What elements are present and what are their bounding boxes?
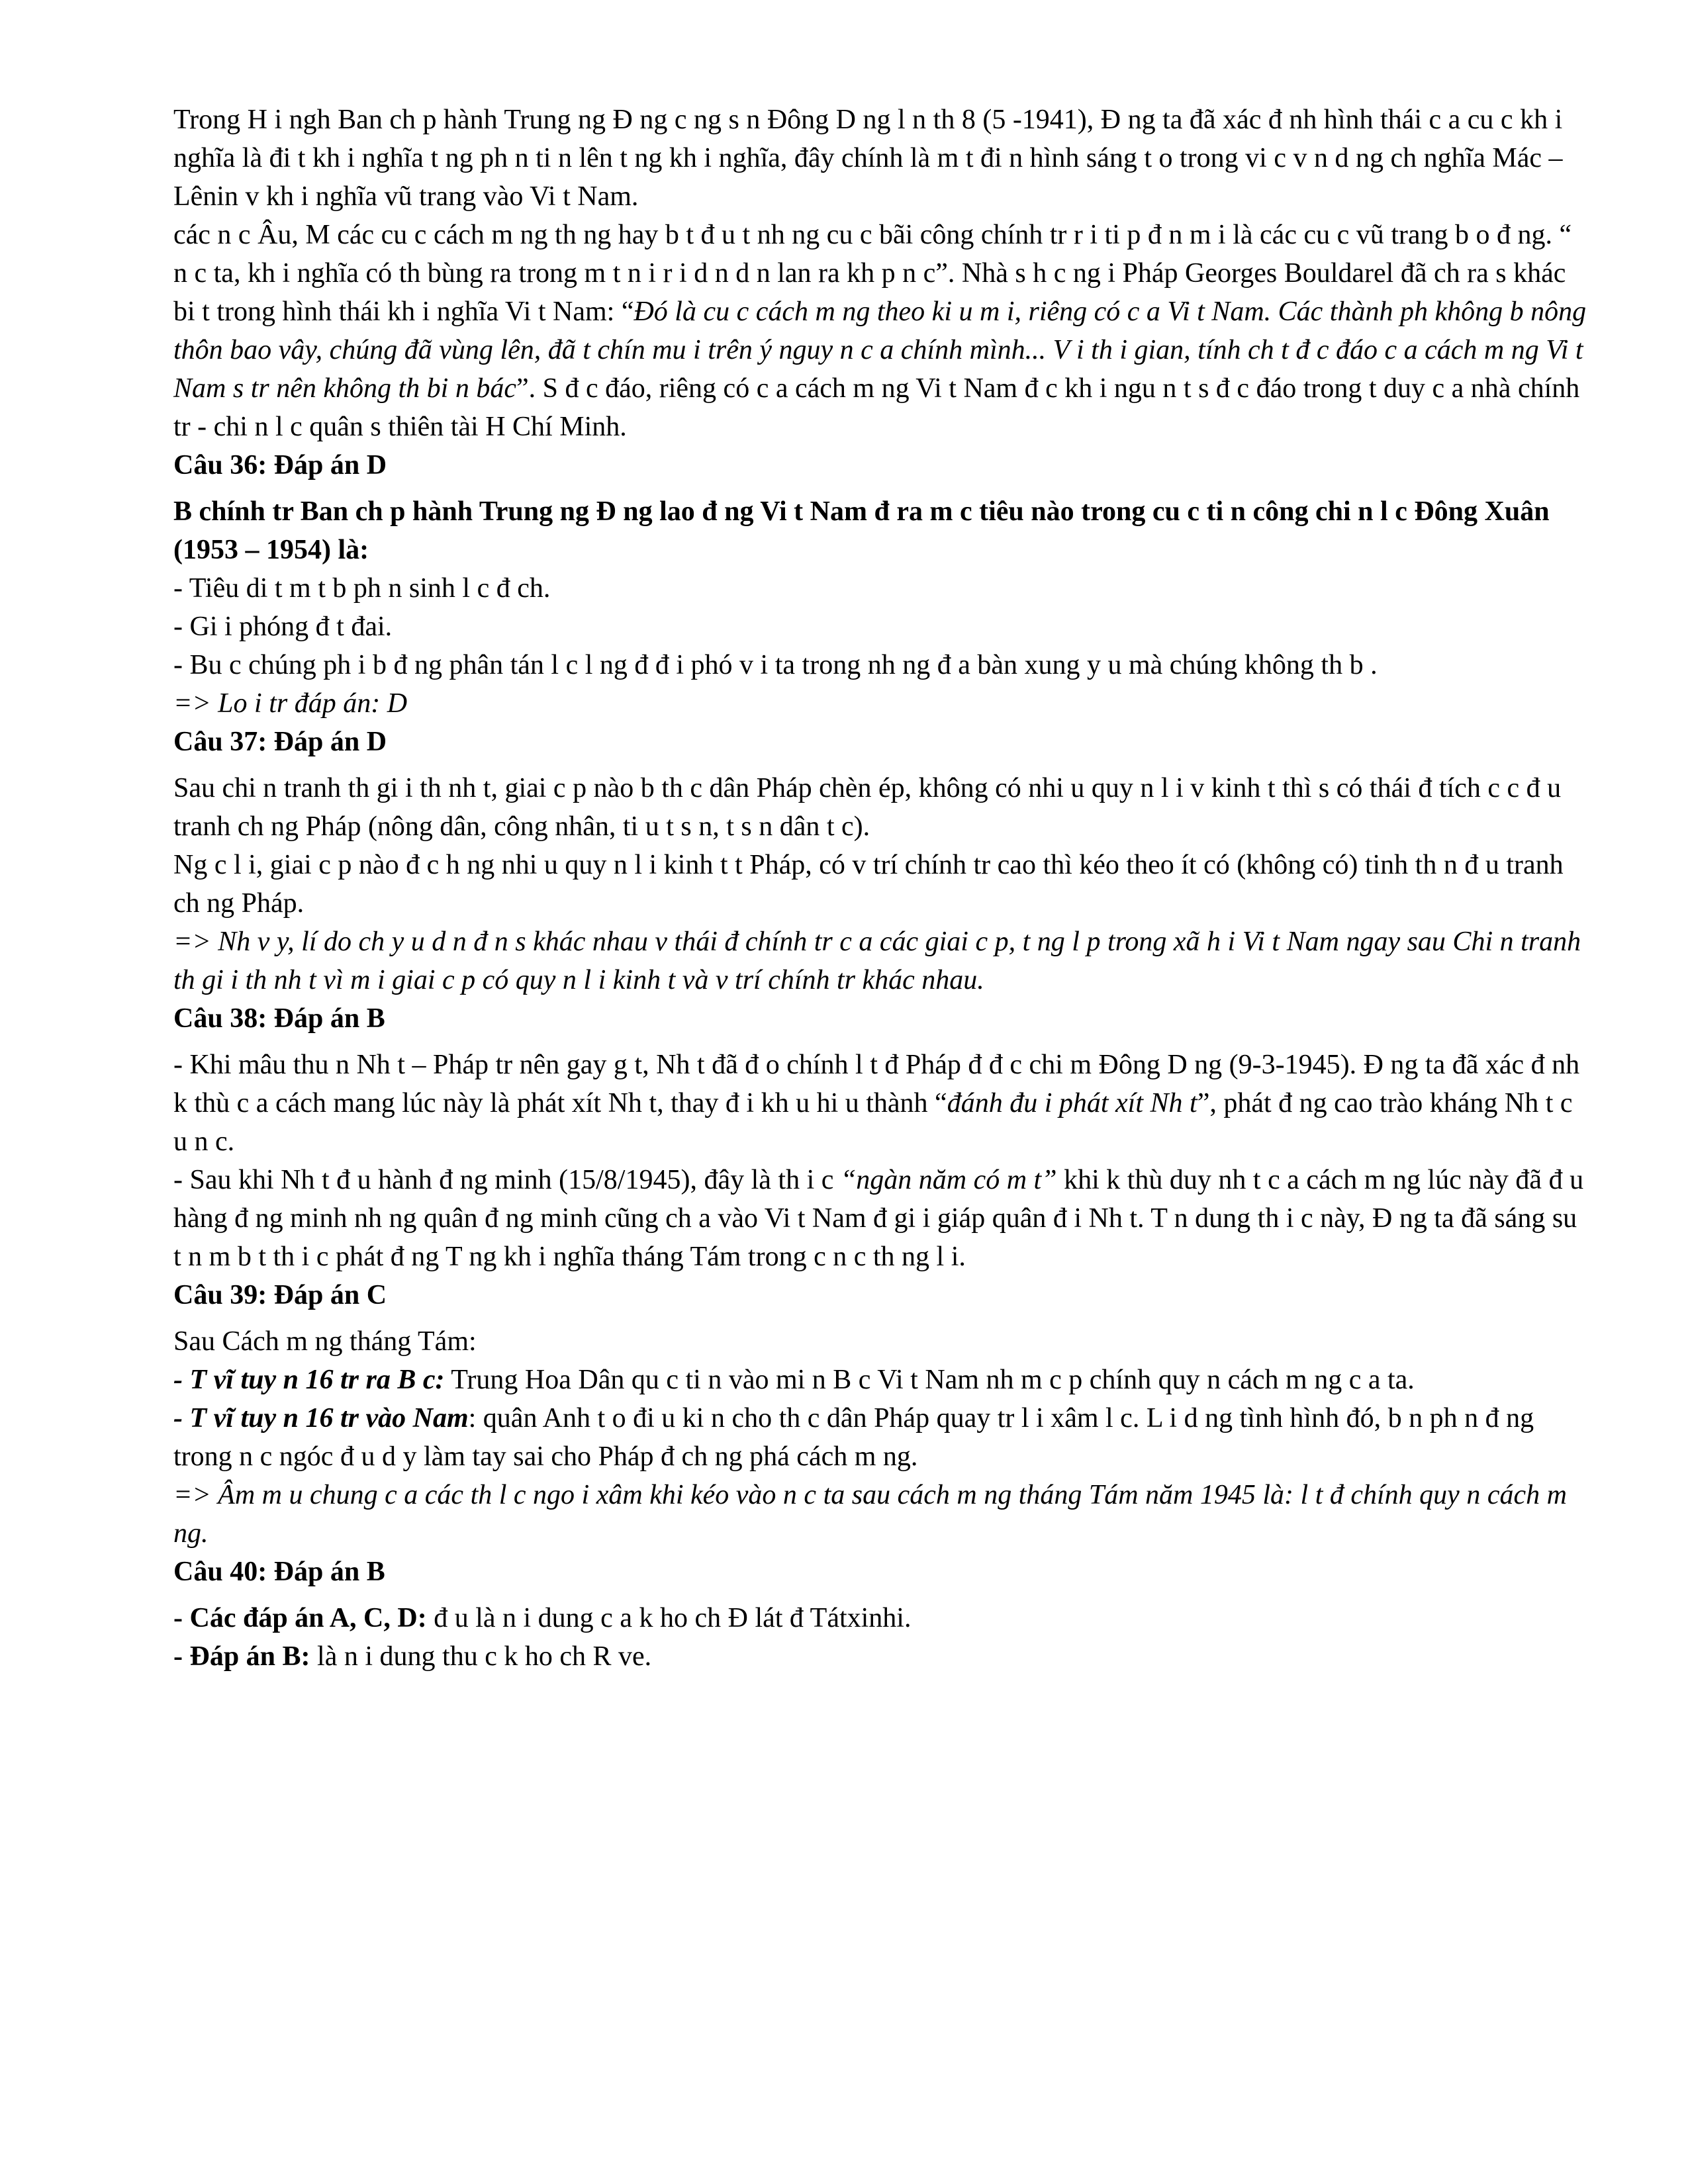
q38-paragraph-2 <box>173 1161 1590 1276</box>
q38-slogan: đánh đu i phát xít Nh t <box>947 1088 1197 1118</box>
q39-item-1-text: Trung Hoa Dân qu c ti n vào mi n B c Vi t Nam nh m c p chính quy n cách m ng c a ta. <box>444 1365 1415 1395</box>
q37-paragraph-2: Ng c l i, giai c p nào đ c h ng nhi u quy n l i kinh t t Pháp, có v trí chính tr cao thì kéo theo ít có (không có) tinh th n đ u tranh ch ng Pháp. <box>173 850 1564 919</box>
q39-item-1-label: - T vĩ tuy n 16 tr ra B c: <box>173 1365 445 1395</box>
intro-paragraph-1: Trong H i ngh Ban ch p hành Trung ng Đ ng c ng s n Đông D ng l n th 8 (5 -1941), Đ ng ta đã xác đ nh hình thái c a cu c kh i nghĩa là đi t kh i nghĩa t ng ph n ti n lên t ng kh i nghĩa, đây chính là m t đi n hình sáng t o trong vi c v n d ng ch nghĩa Mác – Lênin v kh i nghĩa vũ trang vào Vi t Nam. <box>173 105 1563 212</box>
q39-intro: Sau Cách m ng tháng Tám: <box>173 1326 477 1357</box>
q40-heading: Câu 40: Đáp án B <box>173 1557 385 1587</box>
q39-conclusion: => Âm m u chung c a các th l c ngo i xâm khi kéo vào n c ta sau cách m ng tháng Tám năm 1945 là: l t đ chính quy n cách m ng. <box>173 1480 1567 1549</box>
q39-section <box>173 1322 1590 1591</box>
q36-question: B chính tr Ban ch p hành Trung ng Đ ng lao đ ng Vi t Nam đ ra m c tiêu nào trong cu c ti n công chi n l c Đông Xuân (1953 – 1954) là: <box>173 496 1550 565</box>
q40-item-2-label: - Đáp án B: <box>173 1641 310 1672</box>
q38-section <box>173 1046 1590 1314</box>
q36-item-3: - Bu c chúng ph i b đ ng phân tán l c l ng đ đ i phó v i ta trong nh ng đ a bàn xung y u mà chúng không th b . <box>173 650 1378 680</box>
q40-item-2-text: là n i dung thu c k ho ch R ve. <box>310 1641 652 1672</box>
q40-item-2 <box>173 1637 1590 1676</box>
intro-section <box>173 101 1590 484</box>
intro-paragraph-2-text-a: các n c Âu, M các cu c cách m ng th ng hay b t đ u t nh ng cu c bãi công chính tr r i ti p đ n m i là các cu c vũ trang b o đ ng. “ n c ta, kh i nghĩa có th bùng ra trong m t n i r i d n d n lan ra kh p n c”. Nhà s h c ng i Pháp Georges Bouldarel đã ch ra s khác bi t trong hình thái kh i nghĩa Vi t Nam: “ <box>173 220 1572 327</box>
intro-paragraph-2 <box>173 216 1590 446</box>
q39-heading: Câu 39: Đáp án C <box>173 1280 387 1310</box>
q40-item-1-text: đ u là n i dung c a k ho ch Đ lát đ Tátxinhi. <box>426 1603 912 1633</box>
q39-item-1 <box>173 1361 1590 1399</box>
q36-item-1: - Tiêu di t m t b ph n sinh l c đ ch. <box>173 573 551 604</box>
q38-paragraph-2-text-a: - Sau khi Nh t đ u hành đ ng minh (15/8/1945), đây là th i c <box>173 1165 841 1195</box>
q36-conclusion: => Lo i tr đáp án: D <box>173 688 408 719</box>
q39-item-2-text: : quân Anh t o đi u ki n cho th c dân Pháp quay tr l i xâm l c. L i d ng tình hình đó, b n ph n đ ng trong n c ngóc đ u d y làm tay sai cho Pháp đ ch ng phá cách m ng. <box>173 1403 1534 1472</box>
q39-item-2-label: - T vĩ tuy n 16 tr vào Nam <box>173 1403 469 1433</box>
document-page <box>173 101 1590 1676</box>
q40-section <box>173 1599 1590 1676</box>
q38-quote: “ngàn năm có m t” <box>840 1165 1057 1195</box>
q38-paragraph-1-text-a: - Khi mâu thu n Nh t – Pháp tr nên gay g t, Nh t đã đ o chính l t đ Pháp đ đ c chi m Đông D ng (9-3-1945). Đ ng ta đã xác đ nh k thù c a cách mang lúc này là phát xít Nh t, thay đ i kh u hi u thành “ <box>173 1050 1580 1118</box>
q38-heading: Câu 38: Đáp án B <box>173 1003 385 1034</box>
q37-section <box>173 769 1590 1038</box>
bouldarel-quote: Đó là cu c cách m ng theo ki u m i, riêng có c a Vi t Nam. Các thành ph không b nông thôn bao vây, chúng đã vùng lên, đã t chín mu i trên ý nguy n c a chính mình... V i th i gian, tính ch t đ c đáo c a cách m ng Vi t Nam s tr nên không th bi n bác <box>173 296 1587 404</box>
q36-heading: Câu 36: Đáp án D <box>173 450 387 480</box>
q37-paragraph-1: Sau chi n tranh th gi i th nh t, giai c p nào b th c dân Pháp chèn ép, không có nhi u quy n l i v kinh t thì s có thái đ tích c c đ u tranh ch ng Pháp (nông dân, công nhân, ti u t s n, t s n dân t c). <box>173 773 1562 842</box>
q40-item-1-label: - Các đáp án A, C, D: <box>173 1603 427 1633</box>
q39-item-2 <box>173 1399 1590 1476</box>
q37-conclusion: => Nh v y, lí do ch y u d n đ n s khác nhau v thái đ chính tr c a các giai c p, t ng l p trong xã h i Vi t Nam ngay sau Chi n tranh th gi i th nh t vì m i giai c p có quy n l i kinh t và v trí chính tr khác nhau. <box>173 927 1581 995</box>
q37-heading: Câu 37: Đáp án D <box>173 727 387 757</box>
q38-paragraph-2-text-b: khi k thù duy nh t c a cách m ng lúc này đã đ u hàng đ ng minh nh ng quân đ ng minh cũng ch a vào Vi t Nam đ gi i giáp quân đ i Nh t. T n dung th i c này, Đ ng ta đã sáng su t n m b t th i c phát đ ng T ng kh i nghĩa tháng Tám trong c n c th ng l i. <box>173 1165 1584 1272</box>
q36-item-2: - Gi i phóng đ t đai. <box>173 612 393 642</box>
q40-item-1 <box>173 1599 1590 1637</box>
intro-paragraph-2-text-b: ”. S đ c đáo, riêng có c a cách m ng Vi t Nam đ c kh i ngu n t s đ c đáo trong t duy c a nhà chính tr - chi n l c quân s thiên tài H Chí Minh. <box>173 373 1580 442</box>
q36-section <box>173 492 1590 761</box>
q38-paragraph-1 <box>173 1046 1590 1161</box>
q38-paragraph-1-text-b: ”, phát đ ng cao trào kháng Nh t c u n c. <box>173 1088 1573 1157</box>
